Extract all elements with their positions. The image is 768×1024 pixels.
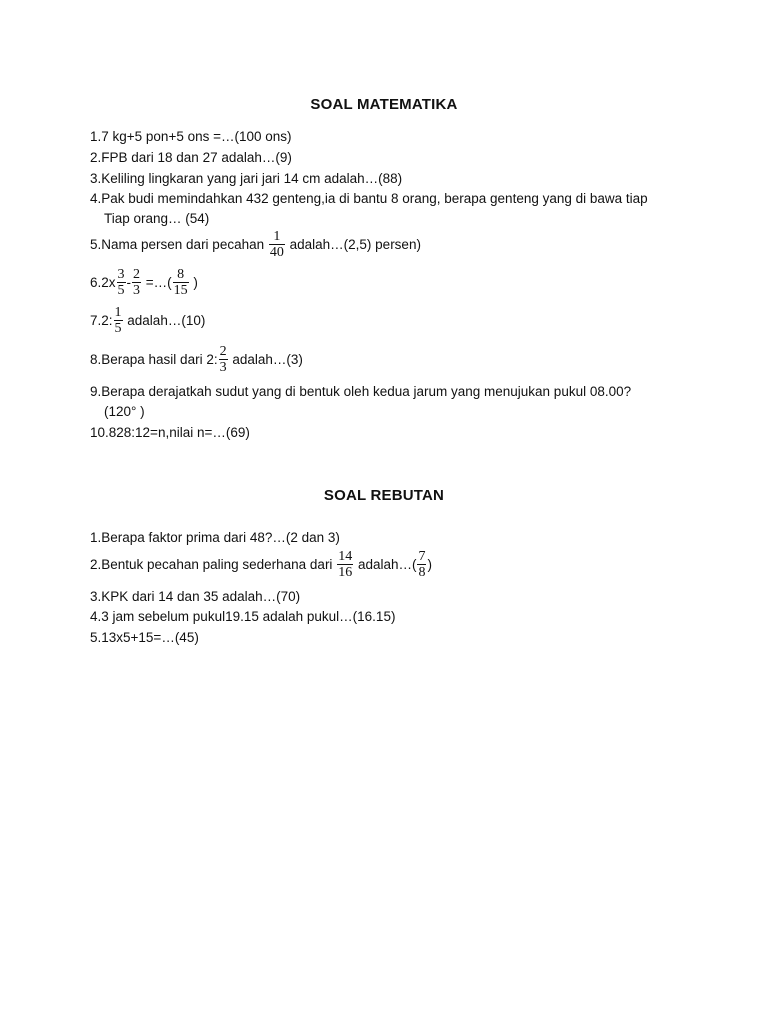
question-7-text-after: adalah…(10) xyxy=(123,313,206,329)
rebutan-question-4: 4.3 jam sebelum pukul19.15 adalah pukul…(16.15) xyxy=(90,609,396,624)
section-title-rebutan: SOAL REBUTAN xyxy=(323,487,445,504)
rebutan-question-2-text-middle: adalah…( xyxy=(354,557,417,573)
fraction-numerator: 2 xyxy=(133,267,141,282)
fraction-denominator: 5 xyxy=(117,283,125,298)
question-1: 1.7 kg+5 pon+5 ons =…(100 ons) xyxy=(90,129,292,144)
fraction xyxy=(337,549,353,580)
rebutan-question-2-text-after: ) xyxy=(427,557,432,573)
question-8 xyxy=(90,345,303,376)
fraction-numerator: 2 xyxy=(219,344,227,359)
fraction-numerator: 3 xyxy=(117,267,125,282)
question-4-line-1: 4.Pak budi memindahkan 432 genteng,ia di bantu 8 orang, berapa genteng yang di bawa tiap xyxy=(90,191,648,206)
question-5-text-before: 5.Nama persen dari pecahan xyxy=(90,237,268,253)
question-6-equals: =…( xyxy=(142,275,172,291)
question-5 xyxy=(90,230,421,261)
fraction-denominator: 8 xyxy=(418,565,426,580)
fraction xyxy=(114,305,123,336)
rebutan-question-2 xyxy=(90,550,432,581)
fraction xyxy=(219,344,228,375)
question-2: 2.FPB dari 18 dan 27 adalah…(9) xyxy=(90,150,292,165)
fraction-numerator: 7 xyxy=(418,549,426,564)
fraction-denominator: 3 xyxy=(219,360,227,375)
question-10: 10.828:12=n,nilai n=…(69) xyxy=(90,425,250,440)
fraction-denominator: 15 xyxy=(173,283,188,298)
section-title-matematika: SOAL MATEMATIKA xyxy=(310,96,458,113)
fraction-denominator: 40 xyxy=(269,245,284,260)
fraction-denominator: 5 xyxy=(114,321,122,336)
fraction-denominator: 3 xyxy=(133,283,141,298)
fraction xyxy=(269,229,285,260)
question-7 xyxy=(90,306,205,337)
fraction xyxy=(417,549,426,580)
question-6 xyxy=(90,268,198,299)
question-6-text-before: 6.2x xyxy=(90,275,116,291)
rebutan-question-5: 5.13x5+15=…(45) xyxy=(90,630,199,645)
fraction-numerator: 8 xyxy=(173,267,189,283)
question-9-line-2: (120° ) xyxy=(104,404,145,419)
fraction xyxy=(132,267,141,298)
question-6-text-after: ) xyxy=(189,275,198,291)
question-8-text-before: 8.Berapa hasil dari 2: xyxy=(90,352,218,368)
question-6-operator: - xyxy=(126,275,132,291)
fraction-numerator: 14 xyxy=(338,549,353,564)
question-3: 3.Keliling lingkaran yang jari jari 14 cm adalah…(88) xyxy=(90,171,403,186)
question-9-line-1: 9.Berapa derajatkah sudut yang di bentuk oleh kedua jarum yang menujukan pukul 08.00? xyxy=(90,384,632,399)
fraction xyxy=(173,267,189,298)
question-8-text-after: adalah…(3) xyxy=(228,352,303,368)
rebutan-question-3: 3.KPK dari 14 dan 35 adalah…(70) xyxy=(90,589,301,604)
fraction-denominator: 16 xyxy=(338,565,353,580)
fraction-numerator: 1 xyxy=(114,305,122,320)
fraction xyxy=(117,267,126,298)
rebutan-question-1: 1.Berapa faktor prima dari 48?…(2 dan 3) xyxy=(90,530,340,545)
question-5-text-after: adalah…(2,5) persen) xyxy=(285,237,421,253)
question-4-line-2: Tiap orang… (54) xyxy=(104,211,210,226)
fraction-numerator: 1 xyxy=(269,229,285,245)
rebutan-question-2-text-before: 2.Bentuk pecahan paling sederhana dari xyxy=(90,557,337,573)
question-7-text-before: 7.2: xyxy=(90,313,113,329)
